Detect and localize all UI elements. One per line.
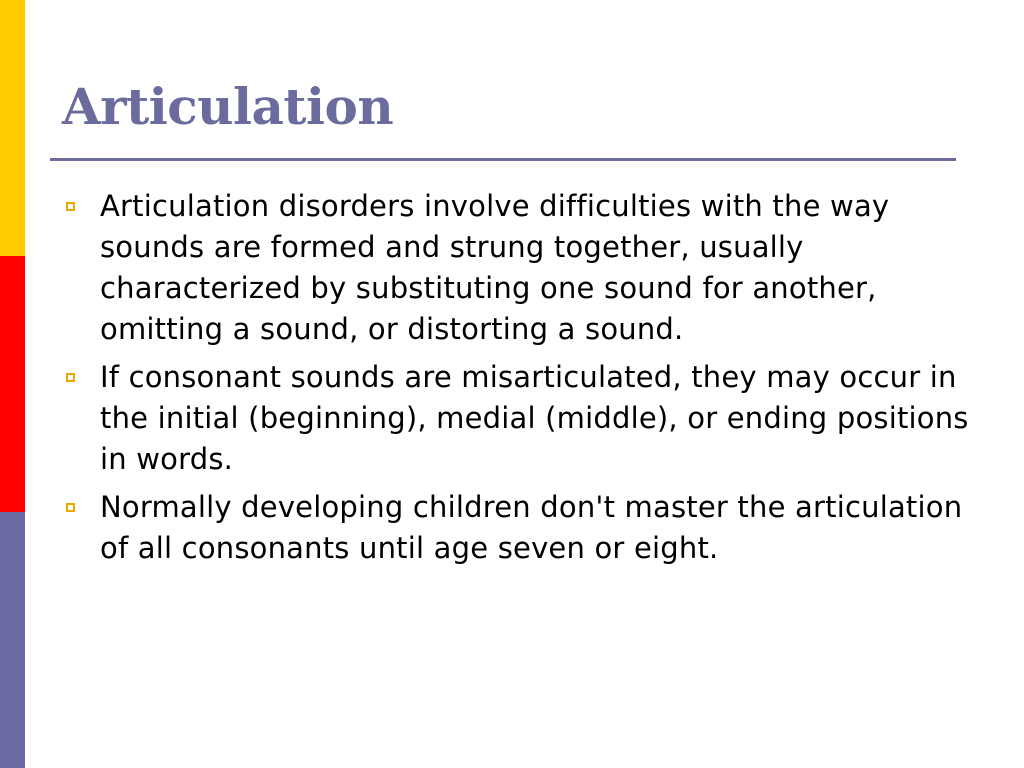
list-item — [62, 357, 972, 480]
list-item — [62, 487, 972, 569]
bullet-text: Articulation disorders involve difficulties with the way sounds are formed and strung together, usually characterized by substituting one sound for another, omitting a sound, or distorting a sound. — [100, 189, 890, 346]
bullet-text: Normally developing children don't master the articulation of all consonants until age seven or eight. — [100, 490, 963, 565]
title-divider — [50, 158, 956, 161]
side-color-bar — [0, 0, 25, 768]
bullet-text: If consonant sounds are misarticulated, they may occur in the initial (beginning), medial (middle), or ending positions in words. — [100, 360, 969, 476]
side-bar-purple-segment — [0, 512, 25, 768]
list-item — [62, 186, 972, 350]
slide-title: Articulation — [62, 77, 394, 136]
side-bar-red-segment — [0, 256, 25, 512]
square-bullet-icon — [66, 373, 75, 382]
square-bullet-icon — [66, 202, 75, 211]
square-bullet-icon — [66, 503, 75, 512]
side-bar-yellow-segment — [0, 0, 25, 256]
bullet-list — [62, 186, 972, 576]
